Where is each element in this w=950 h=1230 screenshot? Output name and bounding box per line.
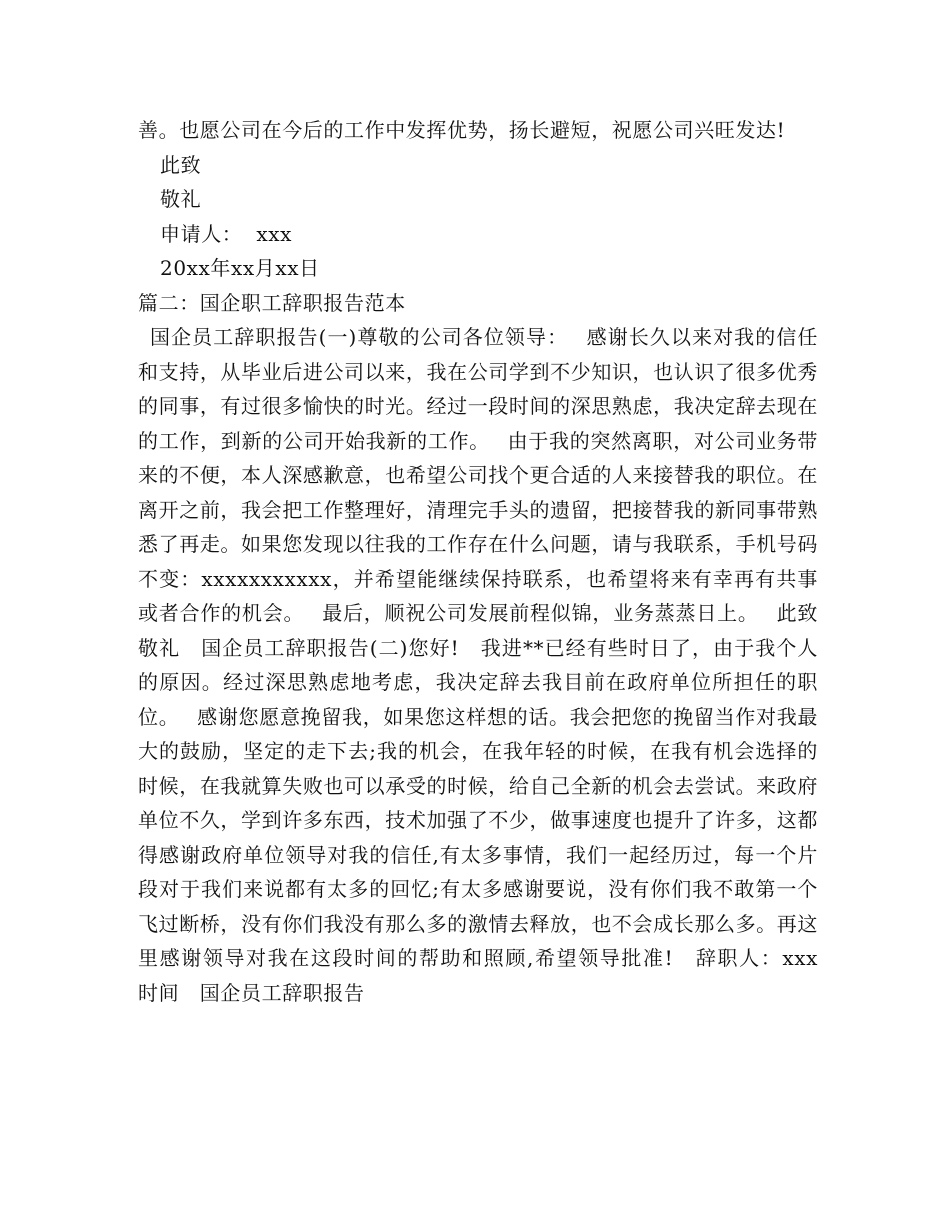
section-heading: 篇二：国企职工辞职报告范本 <box>138 290 406 315</box>
body-paragraph: 国企员工辞职报告(一)尊敬的公司各位领导： 感谢长久以来对我的信任和支持，从毕业后进公司以来，我在公司学到不少知识，也认识了很多优秀的同事，有过很多愉快的时光。经过一段时间的深思熟虑，我决定辞去现在的工作，到新的公司开始我新的工作。 由于我的突然离职，对公司业务带来的不便，本人深感歉意，也希望公司找个更合适的人来接替我的职位。在离开之前，我会把工作整理好，清理完手头的遗留，把接替我的新同事带熟悉了再走。如果您发现以往我的工作存在什么问题，请与我联系，手机号码不变：xxxxxxxxxxx，并希望能继续保持联系，也希望将来有幸再有共事或者合作的机会。 最后，顺祝公司发展前程似锦，业务蒸蒸日上。 此致敬礼 国企员工辞职报告(二)您好! 我进**已经有些时日了，由于我个人的原因。经过深思熟虑地考虑，我决定辞去我目前在政府单位所担任的职位。 感谢您愿意挽留我，如果您这样想的话。我会把您的挽留当作对我最大的鼓励，坚定的走下去;我的机会，在我年轻的时候，在我有机会选择的时候，在我就算失败也可以承受的时候，给自己全新的机会去尝试。来政府单位不久，学到许多东西，技术加强了不少，做事速度也提升了许多，这都得感谢政府单位领导对我的信任,有太多事情，我们一起经历过，每一个片段对于我们来说都有太多的回忆;有太多感谢要说，没有你们我不敢第一个飞过断桥，没有你们我没有那么多的激情去释放，也不会成长那么多。再这里感谢领导对我在这段时间的帮助和照顾,希望领导批准! 辞职人：xxx 时间 国企员工辞职报告 <box>138 325 839 1005</box>
closing-regards: 敬礼 <box>160 187 202 211</box>
opening-line: 善。也愿公司在今后的工作中发挥优势，扬长避短，祝愿公司兴旺发达! <box>138 118 786 142</box>
applicant-line: 申请人： xxx <box>160 221 292 246</box>
date-line: 20xx年xx月xx日 <box>160 256 320 280</box>
document-body <box>138 113 839 1010</box>
closing-salutation: 此致 <box>160 152 202 177</box>
